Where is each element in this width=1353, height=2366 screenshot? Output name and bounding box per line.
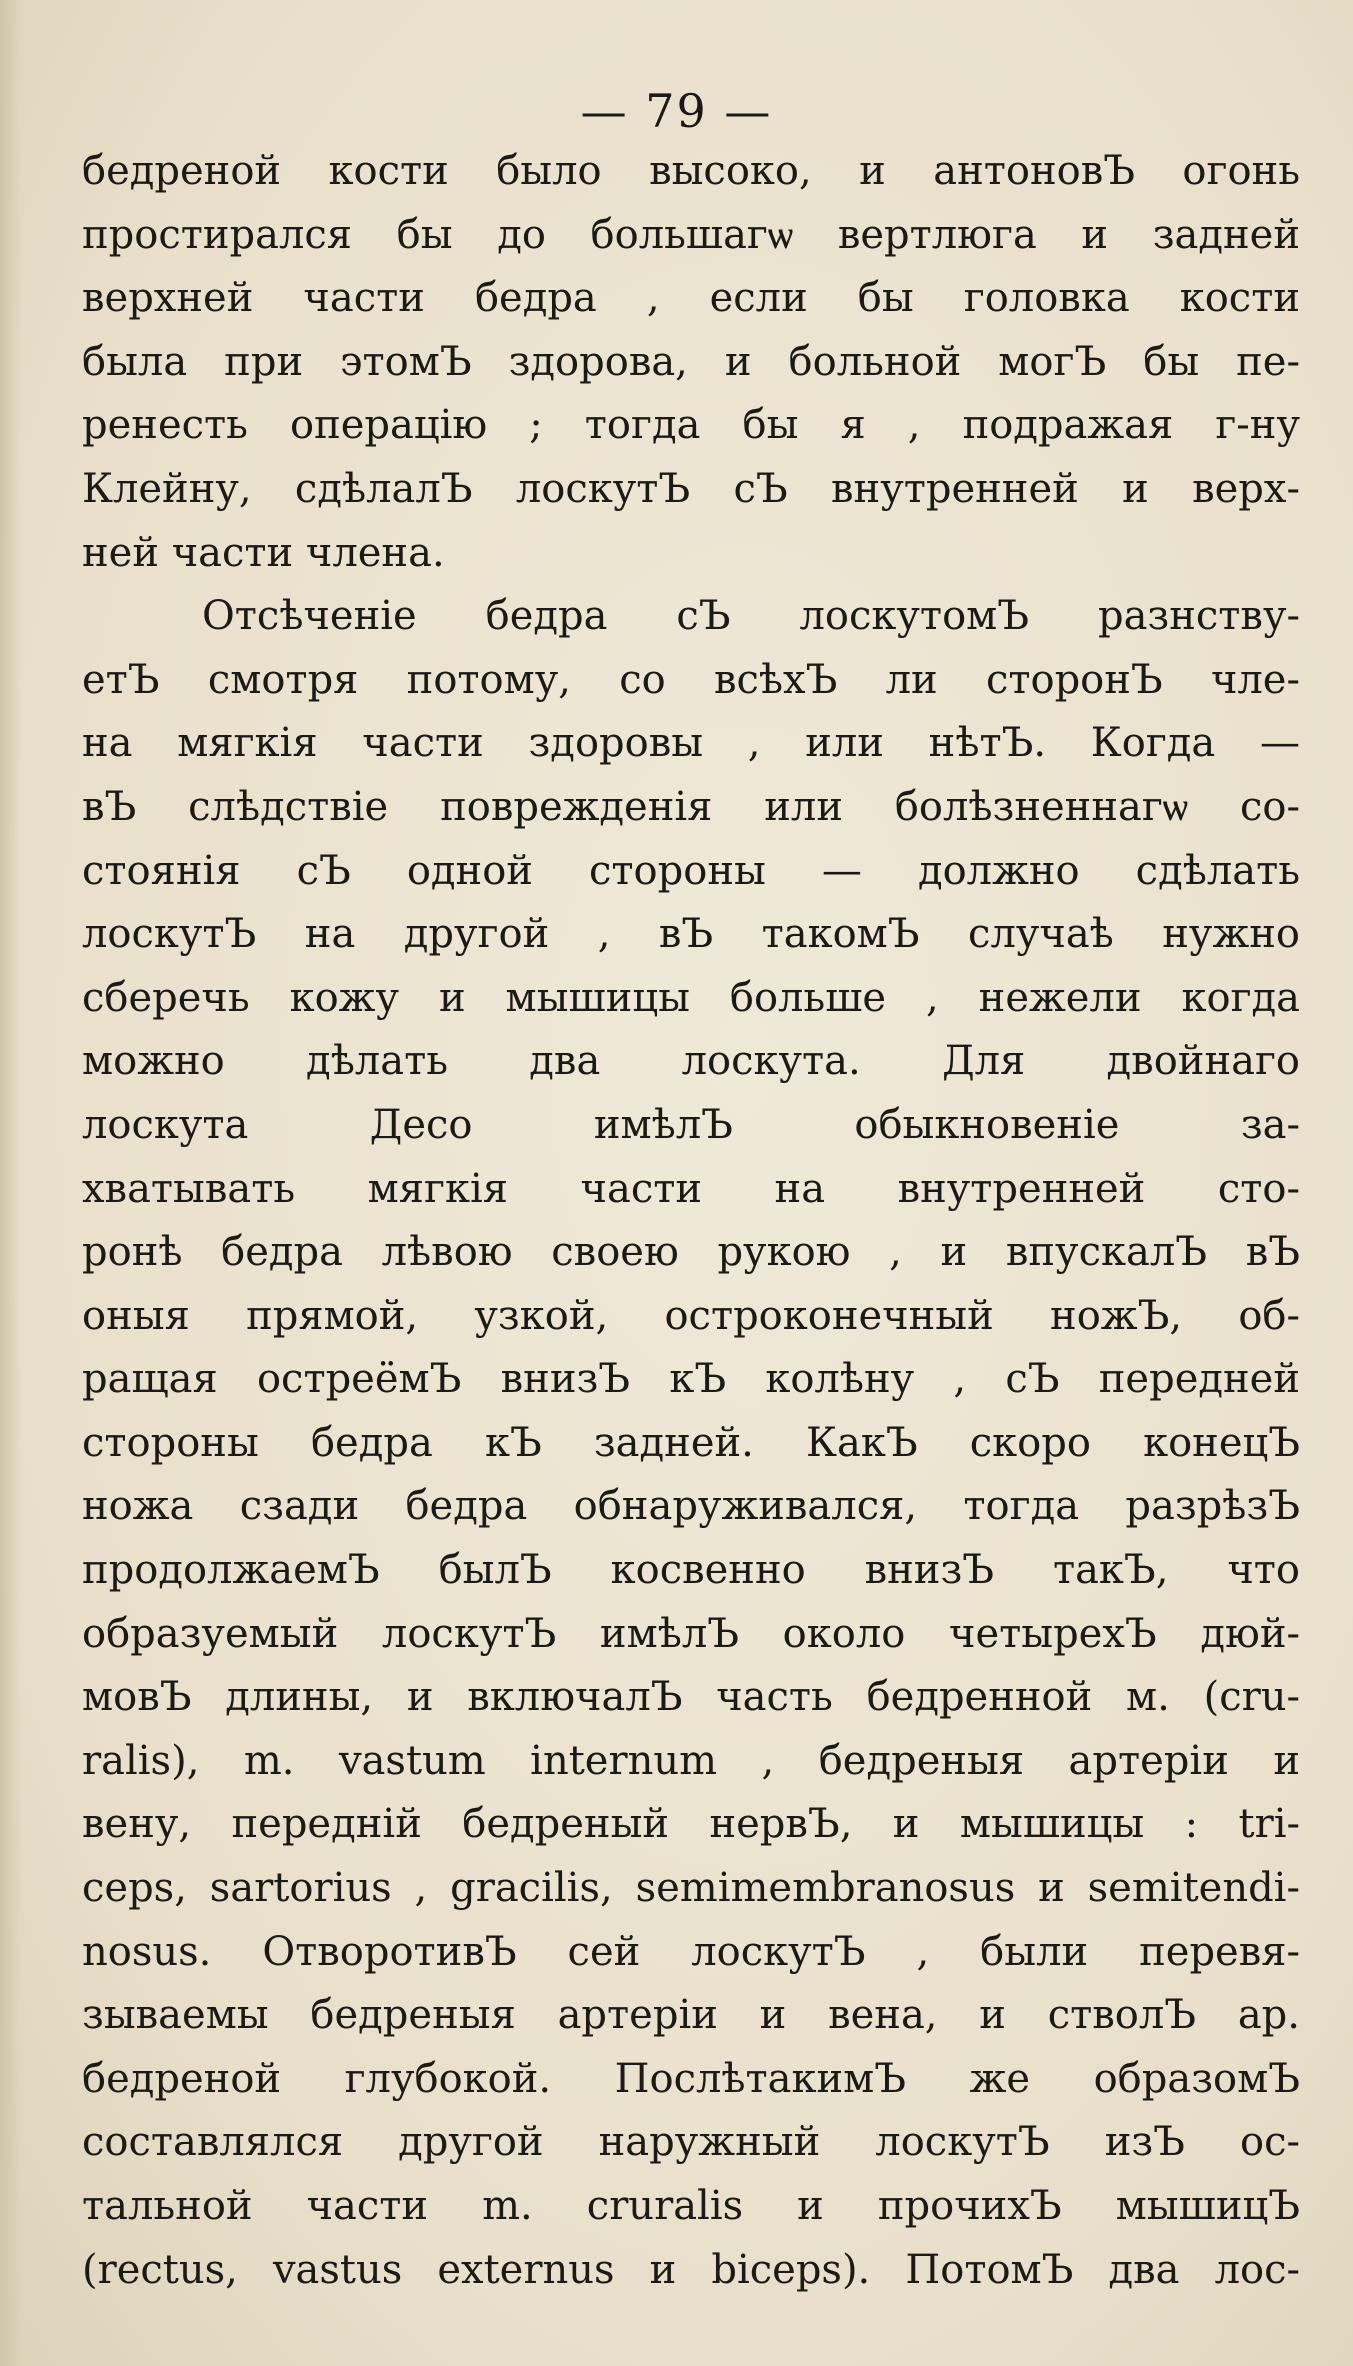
text-line: мовЪ длины, и включалЪ часть бедренной м. (cru- <box>82 1674 1300 1721</box>
body-text <box>82 140 1300 2302</box>
text-line: верхней части бедра , если бы головка кости <box>82 275 1300 322</box>
text-line: ренесть операцію ; тогда бы я , подражая г-ну <box>82 402 1300 449</box>
text-line: хватывать мягкія части на внутренней сто- <box>82 1165 1300 1212</box>
text-line: ращая остреёмЪ внизЪ кЪ колѣну , сЪ передней <box>82 1356 1300 1403</box>
text-line: ронѣ бедра лѣвою своею рукою , и впускалЪ вЪ <box>82 1229 1300 1276</box>
text-line: можно дѣлать два лоскута. Для двойнаго <box>82 1038 1300 1085</box>
text-line: лоскута Десо имѣлЪ обыкновеніе за- <box>82 1101 1300 1148</box>
text-line: вЪ слѣдствіе поврежденія или болѣзненнагѡ со- <box>82 783 1300 830</box>
text-line: тальной части m. cruralis и прочихЪ мышицЪ <box>82 2183 1300 2229</box>
text-line: бедреной глубокой. ПослѣтакимЪ же образомЪ <box>82 2055 1300 2102</box>
text-line: была при этомЪ здорова, и больной могЪ бы пе- <box>82 338 1300 385</box>
text-line: образуемый лоскутЪ имѣлЪ около четырехЪ дюй- <box>82 1610 1300 1657</box>
text-line: стоянія сЪ одной стороны — должно сдѣлать <box>82 847 1300 894</box>
text-line: етЪ смотря потому, со всѣхЪ ли сторонЪ чле- <box>82 656 1300 703</box>
text-line: простирался бы до большагѡ вертлюга и задней <box>82 211 1300 258</box>
text-line: сберечь кожу и мышицы больше , нежели когда <box>82 974 1300 1021</box>
paragraph-start-line: Отсѣченіе бедра сЪ лоскутомЪ разнству- <box>202 593 1300 640</box>
text-line: nosus. ОтворотивЪ сей лоскутЪ , были перевя- <box>82 1928 1300 1975</box>
text-line: стороны бедра кЪ задней. КакЪ скоро конецЪ <box>82 1419 1300 1466</box>
text-line: на мягкія части здоровы , или нѣтЪ. Когда — <box>82 720 1300 767</box>
text-line: бедреной кости было высоко, и антоновЪ огонь <box>82 148 1300 194</box>
text-line: ножа сзади бедра обнаруживался, тогда разрѣзЪ <box>82 1483 1300 1530</box>
text-line: вену, передній бедреный нервЪ, и мышицы : tri- <box>82 1801 1300 1848</box>
text-line: ceps, sartorius , gracilis, semimembranosus и semitendi- <box>82 1865 1300 1912</box>
text-line: ней части члена. <box>82 529 445 576</box>
text-line: лоскутЪ на другой , вЪ такомЪ случаѣ нужно <box>82 911 1300 958</box>
text-line: (rectus, vastus externus и biceps). ПотомЪ два лос- <box>82 2246 1300 2293</box>
page-number: — 79 — <box>580 84 773 138</box>
text-line: составлялся другой наружный лоскутЪ изЪ ос- <box>82 2119 1300 2166</box>
text-line: зываемы бедреныя артеріи и вена, и стволЪ ар. <box>82 1992 1300 2039</box>
page-edge-shadow <box>0 0 22 2366</box>
text-line: продолжаемЪ былЪ косвенно внизЪ такЪ, что <box>82 1547 1300 1594</box>
text-line: оныя прямой, узкой, остроконечный ножЪ, об- <box>82 1292 1300 1339</box>
text-line: Клейну, сдѣлалЪ лоскутЪ сЪ внутренней и верх- <box>82 465 1300 512</box>
text-line: ralis), m. vastum internum , бедреныя артеріи и <box>82 1737 1300 1784</box>
